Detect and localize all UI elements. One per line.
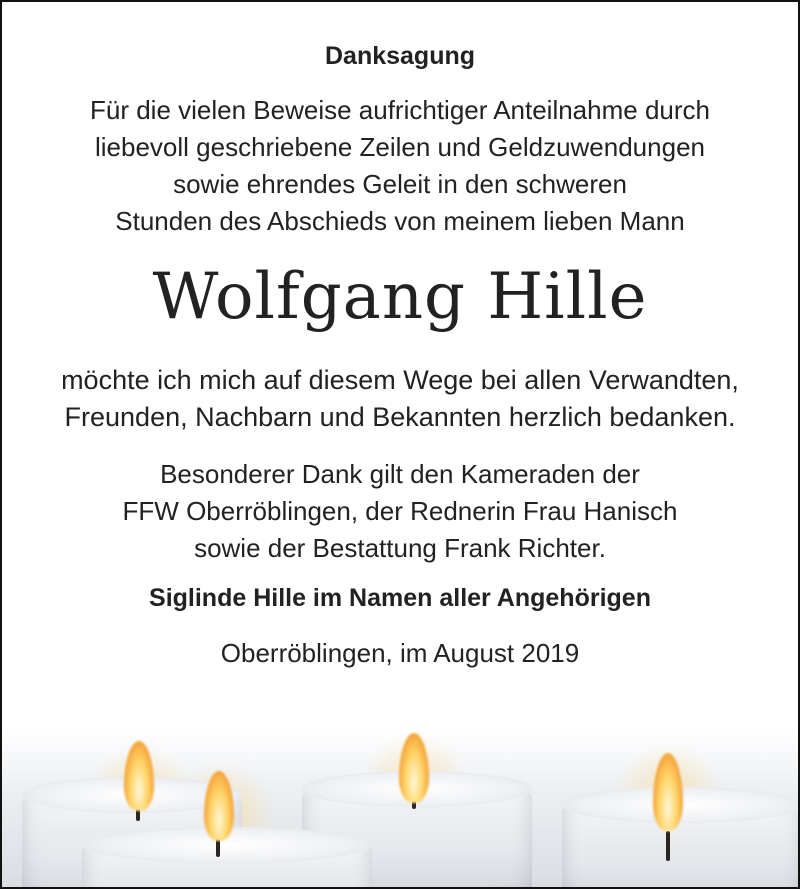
notice-heading: Danksagung xyxy=(324,42,476,70)
candle-wick xyxy=(666,831,670,861)
special-line: FFW Oberröblingen, der Rednerin Frau Hanisch xyxy=(122,496,678,526)
thanks-paragraph xyxy=(2,362,798,436)
place-date: Oberröblingen, im August 2019 xyxy=(220,638,580,668)
intro-line: liebevoll geschriebene Zeilen und Geldzuwendungen xyxy=(95,132,705,162)
intro-line: Für die vielen Beweise aufrichtiger Anteilnahme durch xyxy=(89,95,710,125)
special-line: sowie der Bestattung Frank Richter. xyxy=(194,533,606,563)
special-line: Besonderer Dank gilt den Kameraden der xyxy=(160,459,640,489)
signoff: Siglinde Hille im Namen aller Angehörigen xyxy=(149,584,651,612)
candles-image xyxy=(2,727,798,887)
special-thanks-paragraph xyxy=(2,456,798,567)
intro-line: Stunden des Abschieds von meinem lieben Mann xyxy=(115,206,685,236)
thanks-line: Freunden, Nachbarn und Bekannten herzlich bedanken. xyxy=(64,402,736,432)
deceased-name: Wolfgang Hille xyxy=(152,260,648,334)
thanks-line: möchte ich mich auf diesem Wege bei allen Verwandten, xyxy=(61,365,739,395)
intro-paragraph xyxy=(2,92,798,240)
intro-line: sowie ehrendes Geleit in den schweren xyxy=(173,169,627,199)
